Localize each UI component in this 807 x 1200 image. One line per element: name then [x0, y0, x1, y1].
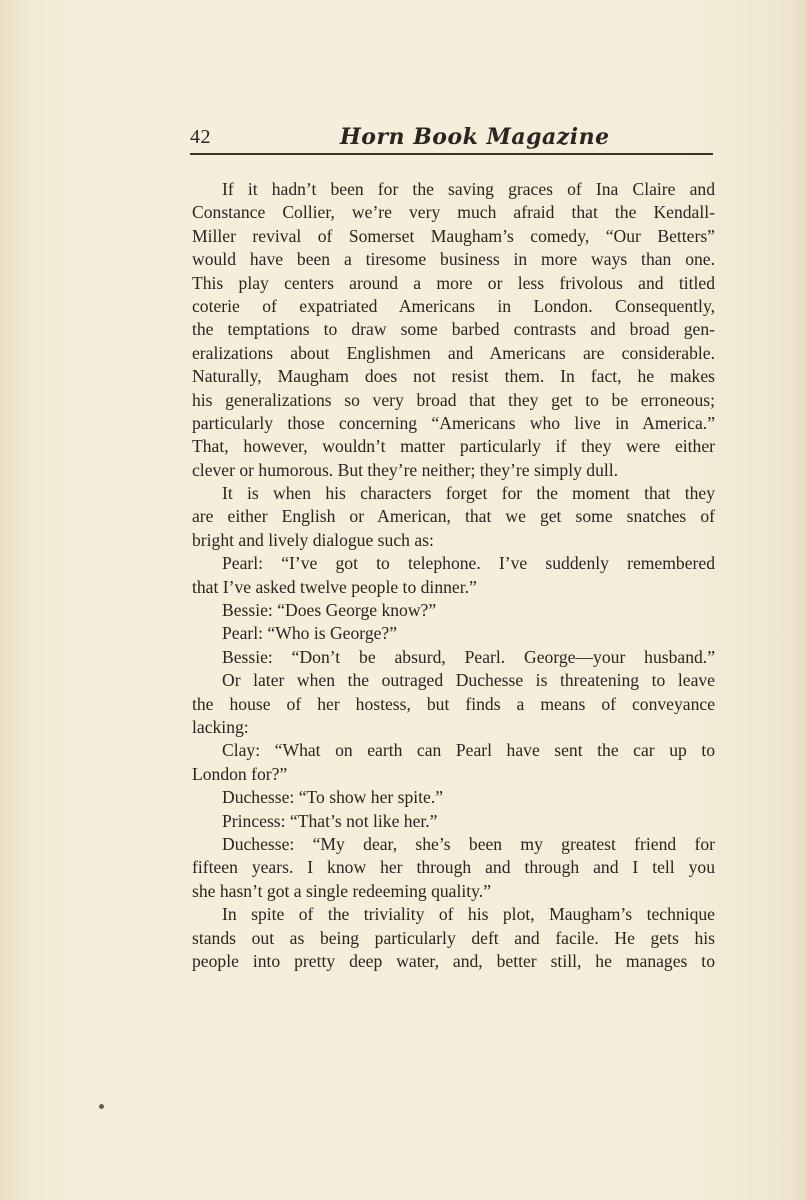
text-line: This play centers around a more or less frivolous and titled [192, 272, 715, 293]
text-line: In spite of the triviality of his plot, Maugham’s technique [222, 904, 715, 925]
text-line: Clay: “What on earth can Pearl have sent the car up to [222, 740, 715, 761]
text-line: If it hadn’t been for the saving graces of Ina Claire and [222, 179, 715, 199]
text-line: stands out as being particularly deft and facile. He gets his [192, 927, 715, 948]
text-line: Bessie: “Don’t be absurd, Pearl. George—your husband.” [222, 646, 715, 667]
text-line: the temptations to draw some barbed contrasts and broad gen- [192, 319, 715, 340]
text-line: It is when his characters forget for the moment that they [222, 483, 715, 504]
running-head: Horn Book Magazine [340, 124, 610, 150]
text-line: Duchesse: “To show her spite.” [222, 787, 444, 808]
text-line: Constance Collier, we’re very much afraid that the Kendall- [192, 202, 715, 223]
text-line: coterie of expatriated Americans in London. Consequently, [192, 295, 715, 316]
text-line: lacking: [192, 716, 249, 737]
text-line: Bessie: “Does George know?” [222, 600, 437, 621]
text-line: she hasn’t got a single redeeming quality.” [192, 880, 492, 901]
text-line: Naturally, Maugham does not resist them. In fact, he makes [192, 366, 715, 387]
text-line: fifteen years. I know her through and through and I tell you [192, 857, 715, 878]
text-line: would have been a tiresome business in more ways than one. [192, 249, 715, 270]
text-line: Duchesse: “My dear, she’s been my greatest friend for [222, 833, 715, 854]
header-rule [190, 153, 713, 155]
text-line: Or later when the outraged Duchesse is threatening to leave [222, 670, 715, 691]
text-line: his generalizations so very broad that they get to be erroneous; [192, 389, 715, 410]
text-line: London for?” [192, 763, 288, 784]
page-number: 42 [190, 126, 211, 148]
article-body [192, 178, 715, 973]
text-line: That, however, wouldn’t matter particularly if they were either [192, 436, 715, 457]
text-line: particularly those concerning “Americans who live in America.” [192, 412, 715, 433]
ink-spot [99, 1104, 104, 1109]
text-line: Pearl: “I’ve got to telephone. I’ve suddenly remembered [222, 553, 715, 574]
text-line: Princess: “That’s not like her.” [222, 810, 438, 831]
text-line: eralizations about Englishmen and Americans are considerable. [192, 342, 715, 363]
text-line: clever or humorous. But they’re neither; they’re simply dull. [192, 459, 619, 480]
text-line: bright and lively dialogue such as: [192, 529, 434, 550]
text-line: are either English or American, that we get some snatches of [192, 506, 715, 527]
text-line: Pearl: “Who is George?” [222, 623, 398, 644]
text-line: Miller revival of Somerset Maugham’s comedy, “Our Betters” [192, 225, 715, 246]
text-line: people into pretty deep water, and, better still, he manages to [192, 950, 715, 971]
text-line: the house of her hostess, but finds a means of conveyance [192, 693, 715, 714]
text-line: that I’ve asked twelve people to dinner.” [192, 576, 477, 597]
